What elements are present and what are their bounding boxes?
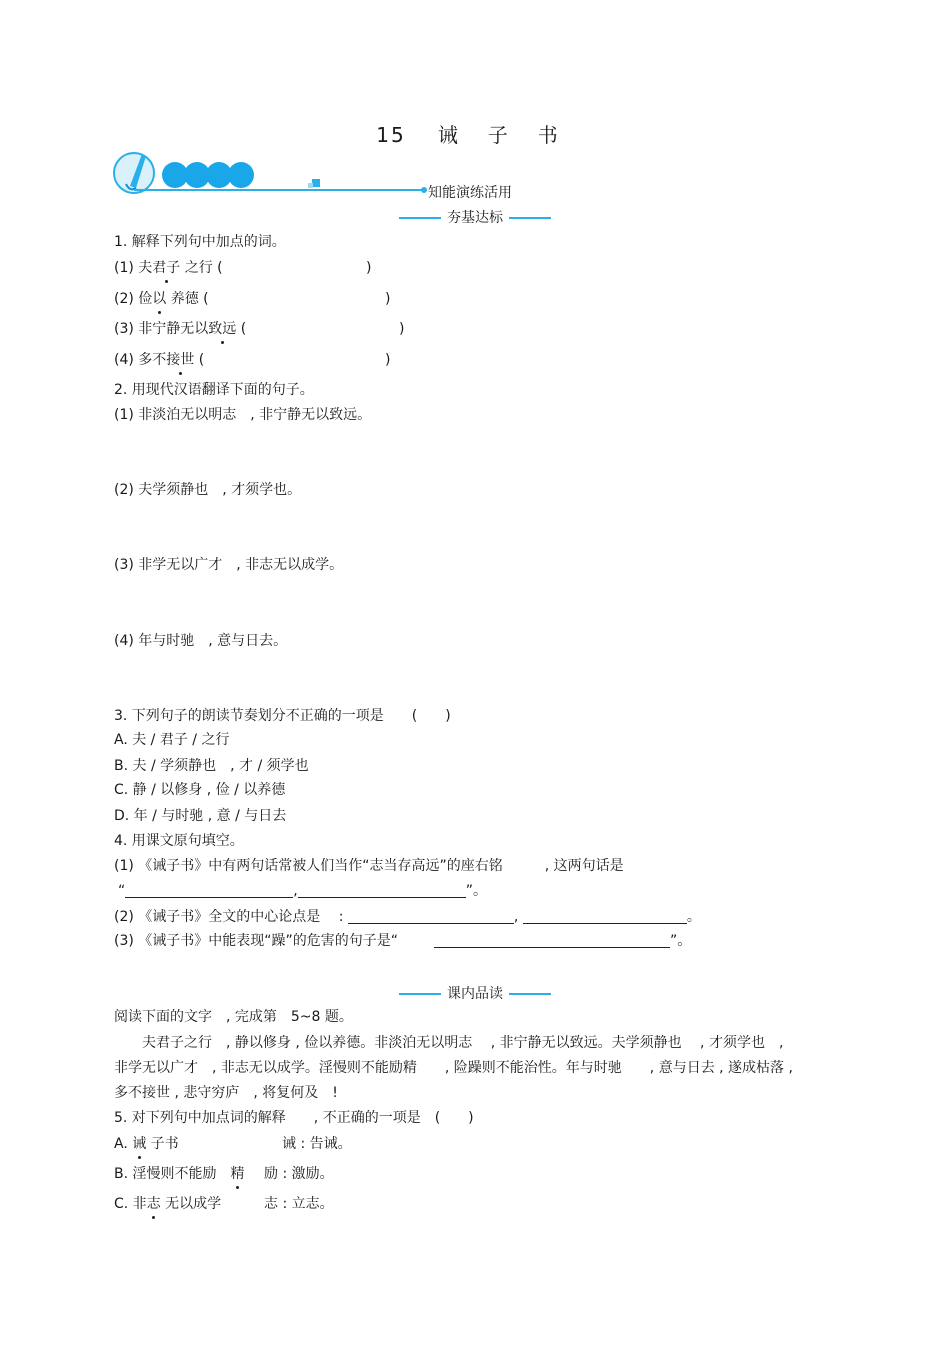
small-square-icon <box>308 179 320 188</box>
question-1-stem: 1. 解释下列句中加点的词。 <box>114 234 286 250</box>
title-char: 诫 <box>437 123 460 147</box>
fill-blank[interactable] <box>434 933 670 948</box>
dotted-word: 接世 <box>166 352 195 368</box>
question-2-item: (4) 年与时驰 , 意与日去。 <box>114 633 288 649</box>
question-5-stem: 5. 对下列句中加点词的解释 , 不正确的一项是 ( ) <box>114 1110 474 1126</box>
question-3-stem: 3. 下列句子的朗读节奏划分不正确的一项是 ( ) <box>114 708 451 724</box>
fill-blank[interactable] <box>348 909 514 924</box>
title-number: 15 <box>376 123 406 147</box>
question-4-stem: 4. 用课文原句填空。 <box>114 833 244 849</box>
dotted-word: 精 <box>230 1166 245 1182</box>
option-gloss: 志 : 立志。 <box>264 1196 334 1212</box>
banner-label: 知能演练活用 <box>428 185 512 201</box>
question-1-item: (1) 夫君子 之行 ( <box>114 260 223 276</box>
question-3-option: A. 夫 / 君子 / 之行 <box>114 732 230 748</box>
dotted-word: 致远 <box>208 321 237 337</box>
fill-blank[interactable] <box>298 883 466 898</box>
question-3-option: B. 夫 / 学须静也 , 才 / 须学也 <box>114 758 309 774</box>
option-gloss: 励 : 激励。 <box>264 1166 334 1182</box>
question-4-item-1: (1) 《诫子书》中有两句话常被人们当作“志当存高远”的座右铭 , 这两句话是 <box>114 858 624 874</box>
passage-line: 夫君子之行 , 静以修身 , 俭以养德。非淡泊无以明志 , 非宁静无以致远。夫学须静也 , 才须学也 , <box>114 1035 784 1051</box>
dotted-word: 诫 <box>132 1136 147 1152</box>
reading-intro: 阅读下面的文字 , 完成第 5~8 题。 <box>114 1009 353 1025</box>
title-char: 子 <box>487 123 510 147</box>
heading-rule <box>399 993 441 995</box>
pen-brush-icon <box>114 153 154 193</box>
question-1-item: (3) 非宁静无以致远 ( <box>114 321 247 337</box>
dotted-word: 志 <box>146 1196 161 1212</box>
question-1-item: (4) 多不接世 ( <box>114 352 205 368</box>
heading-rule <box>509 217 551 219</box>
heading-rule <box>399 217 441 219</box>
question-2-item: (3) 非学无以广才 , 非志无以成学。 <box>114 557 344 573</box>
page-title <box>0 119 950 148</box>
dotted-word: 君子 <box>152 260 181 276</box>
answer-paren-close: ) <box>385 291 391 307</box>
section-heading-basics <box>0 207 950 227</box>
answer-paren-close: ) <box>366 260 372 276</box>
question-4-item-2: (2) 《诫子书》全文的中心论点是 : , 。 <box>114 909 701 925</box>
passage-line: 多不接世 , 悲守穷庐 , 将复何及 ! <box>114 1085 338 1101</box>
answer-paren-close: ) <box>399 321 405 337</box>
dotted-word: 以 <box>152 291 167 307</box>
question-1-item: (2) 俭以 养德 ( <box>114 291 209 307</box>
question-5-option: A. 诫 子书 <box>114 1136 179 1152</box>
question-2-item: (1) 非淡泊无以明志 , 非宁静无以致远。 <box>114 407 372 423</box>
heading-rule <box>509 993 551 995</box>
question-2-item: (2) 夫学须静也 , 才须学也。 <box>114 482 302 498</box>
section-title: 课内品读 <box>447 986 503 1002</box>
fill-blank[interactable] <box>125 883 293 898</box>
question-5-option: B. 淫慢则不能励 精 <box>114 1166 245 1182</box>
question-2-stem: 2. 用现代汉语翻译下面的句子。 <box>114 382 314 398</box>
option-gloss: 诫 : 告诫。 <box>282 1136 352 1152</box>
question-4-item-3: (3) 《诫子书》中能表现“躁”的危害的句子是“ ”。 <box>114 933 692 949</box>
question-5-option: C. 非志 无以成学 <box>114 1196 222 1212</box>
section-title: 夯基达标 <box>447 210 503 226</box>
question-4-item-1-blanks: “ , ”。 <box>118 883 487 899</box>
question-3-option: C. 静 / 以修身 , 俭 / 以养德 <box>114 782 286 798</box>
question-3-option: D. 年 / 与时驰 , 意 / 与日去 <box>114 808 287 824</box>
title-char: 书 <box>537 123 560 147</box>
answer-paren-close: ) <box>385 352 391 368</box>
section-heading-reading <box>0 983 950 1003</box>
fill-blank[interactable] <box>523 909 687 924</box>
section-banner <box>112 148 542 201</box>
passage-line: 非学无以广才 , 非志无以成学。淫慢则不能励精 , 险躁则不能治性。年与时驰 , 意与日去 , 遂成枯落 , <box>114 1060 793 1076</box>
